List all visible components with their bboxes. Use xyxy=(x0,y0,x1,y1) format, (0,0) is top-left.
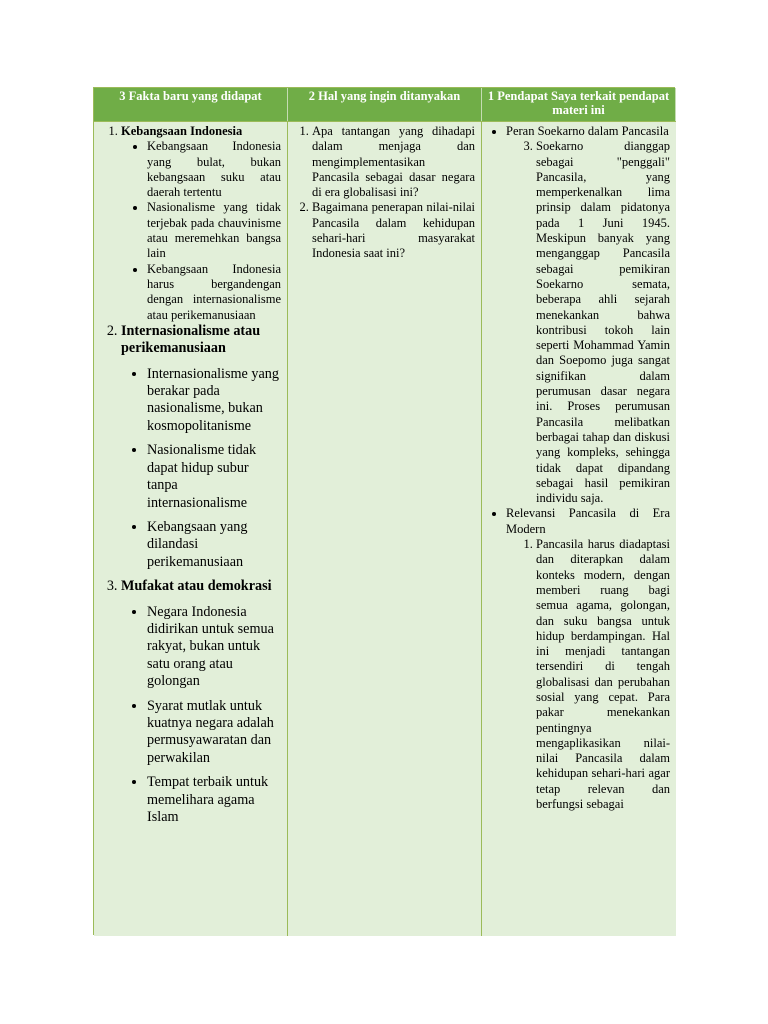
reflection-table xyxy=(93,87,675,935)
opinion-item: 3. Soekarno dianggap sebagai "penggali" Pancasila, yang memperkenalkan lima prinsip dalam pidatonya pada 1 Juni 1945. Meskipun banyak yang menganggap Pancasila sebagai pemikiran Soekarno semata, beberapa ahli sejarah menekankan bahwa kontribusi tokoh lain seperti Mohammad Yamin dan Soepomo juga sangat signifikan dalam perumusan dasar negara ini. Proses perumusan Pancasila melibatkan berbagai tahap dan diskusi yang kompleks, sehingga tidak dapat dipandang sebagai hasil pemikiran individu saja. xyxy=(536,139,670,506)
header-hal-ditanyakan: 2 Hal yang ingin ditanyakan xyxy=(288,88,482,121)
cell-hal-ditanyakan xyxy=(288,121,482,936)
section-title: 3. Mufakat atau demokrasi xyxy=(121,578,272,595)
question-item: 2. Bagaimana penerapan nilai-nilai Pancasila dalam kehidupan sehari-hari masyarakat Indonesia saat ini? xyxy=(312,200,475,261)
cell-pendapat xyxy=(482,121,676,936)
list-item: • Kebangsaan Indonesia harus bergandengan dengan internasionalisme atau perikemanusiaan xyxy=(147,262,281,323)
list-item: • Internasionalisme yang berakar pada nasionalisme, bukan kosmopolitanisme xyxy=(147,366,281,436)
bullet-text: Peran Soekarno dalam Pancasila xyxy=(506,124,669,138)
opinion-bullet-soekarno xyxy=(506,124,670,506)
section-kebangsaan xyxy=(121,124,281,323)
question-item: 1. Apa tantangan yang dihadapi dalam menjaga dan mengimplementasikan Pancasila sebagai dasar negara di era globalisasi ini? xyxy=(312,124,475,200)
opinion-bullet-relevansi xyxy=(506,506,670,812)
list-item: • Kebangsaan Indonesia yang bulat, bukan kebangsaan suku atau daerah tertentu xyxy=(147,139,281,200)
section-title: Kebangsaan Indonesia xyxy=(121,124,243,138)
list-item: • Nasionalisme yang tidak terjebak pada chauvinisme atau meremehkan bangsa lain xyxy=(147,200,281,261)
section-mufakat xyxy=(121,578,281,826)
header-pendapat: 1 Pendapat Saya terkait pendapat materi ini xyxy=(482,88,676,121)
list-item: • Negara Indonesia didirikan untuk semua rakyat, bukan untuk satu orang atau golongan xyxy=(147,604,281,691)
list-item: • Syarat mutlak untuk kuatnya negara adalah permusyawaratan dan perwakilan xyxy=(147,698,281,768)
list-item: • Kebangsaan yang dilandasi perikemanusiaan xyxy=(147,519,281,571)
list-item: • Nasionalisme tidak dapat hidup subur tanpa internasionalisme xyxy=(147,442,281,512)
header-fakta-baru: 3 Fakta baru yang didapat xyxy=(94,88,288,121)
section-internasionalisme xyxy=(121,323,281,571)
opinion-item: 1. Pancasila harus diadaptasi dan diterapkan dalam konteks modern, dengan memberi ruang bagi semua agama, golongan, dan suku bangsa untuk hidup berdampingan. Hal ini menjadi tantangan tersendiri di tengah globalisasi dan perubahan sosial yang cepat. Para pakar menekankan pentingnya mengaplikasikan nilai-nilai Pancasila dalam kehidupan sehari-hari agar tetap relevan dan berfungsi sebagai xyxy=(536,537,670,812)
cell-fakta-baru xyxy=(94,121,288,936)
bullet-text: Relevansi Pancasila di Era Modern xyxy=(506,506,670,536)
list-item: • Tempat terbaik untuk memelihara agama Islam xyxy=(147,774,281,826)
section-title: 2. Internasionalisme atau perikemanusiaan xyxy=(121,322,261,357)
